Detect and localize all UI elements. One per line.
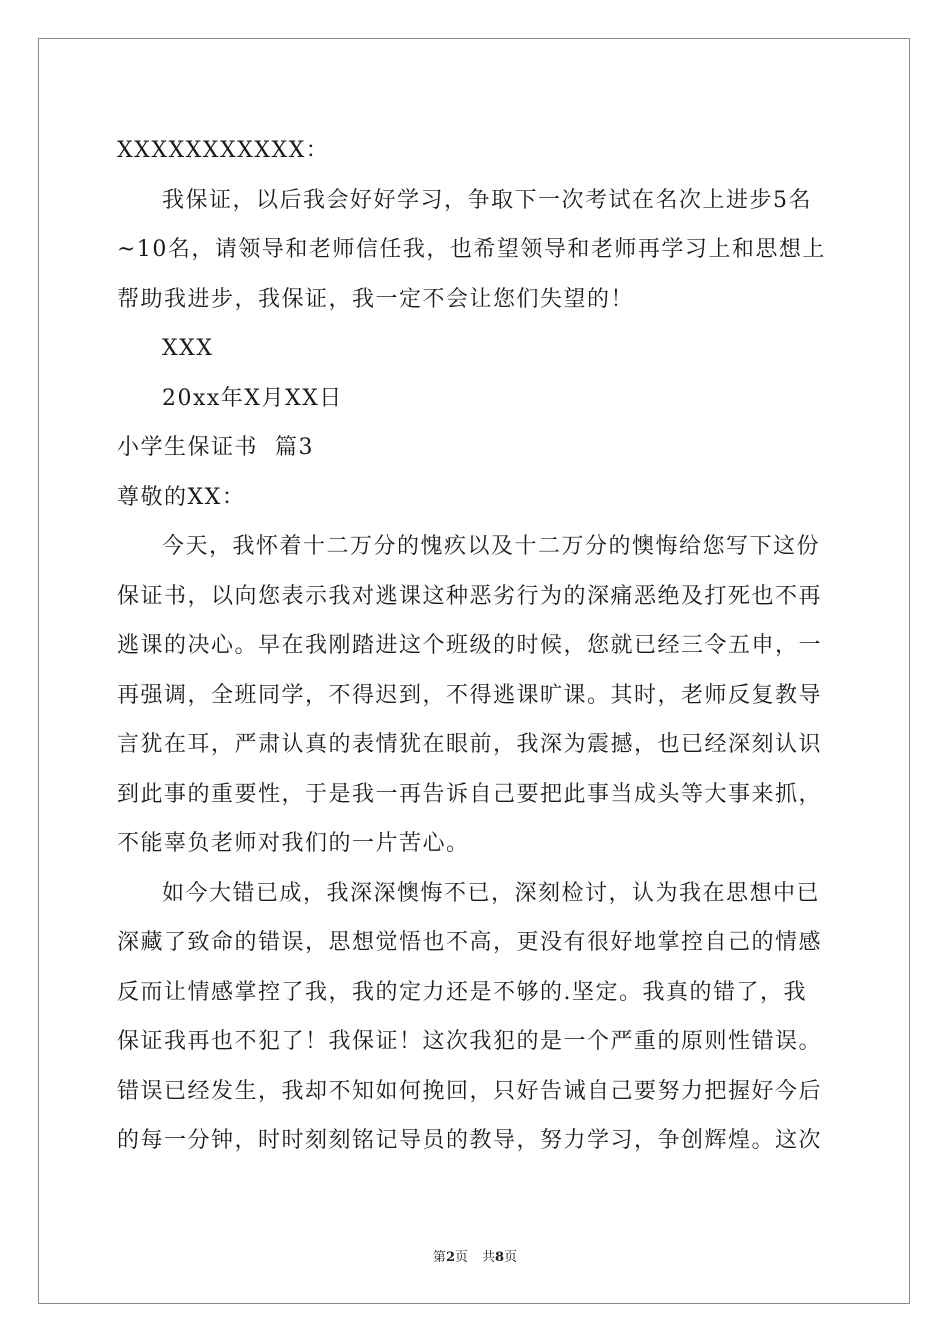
page-footer — [0, 1246, 950, 1265]
body-line: 如今大错已成，我深深懊悔不已，深刻检讨，认为我在思想中已 — [162, 880, 821, 906]
body-line: 帮助我进步，我保证，我一定不会让您们失望的！ — [117, 286, 635, 312]
page-label-suffix: 页 — [454, 1250, 468, 1265]
body-line: 到此事的重要性，于是我一再告诉自己要把此事当成头等大事来抓， — [117, 781, 823, 807]
body-line: 保证我再也不犯了！我保证！这次我犯的是一个严重的原则性错误。 — [117, 1029, 823, 1054]
document-body — [117, 126, 837, 1166]
body-line: 错误已经发生，我却不知如何挽回，只好告诫自己要努力把握好今后 — [117, 1078, 823, 1104]
body-line: 逃课的决心。早在我刚踏进这个班级的时候，您就已经三令五申，一 — [117, 633, 823, 658]
body-line: 深藏了致命的错误，思想觉悟也不高，更没有很好地掌控自己的情感 — [117, 930, 823, 955]
body-line: 反而让情感掌控了我，我的定力还是不够的.坚定。我真的错了，我 — [117, 979, 807, 1005]
body-line: ~10名，请领导和老师信任我，也希望领导和老师再学习上和思想上 — [117, 237, 826, 262]
signature-name: XXX — [162, 336, 214, 361]
total-label-suffix: 页 — [504, 1250, 518, 1265]
body-line: XXXXXXXXXXX： — [117, 138, 330, 163]
section-title: 小学生保证书 篇3 — [117, 435, 314, 460]
signature-date: 20xx年X月XX日 — [162, 385, 343, 411]
current-page-number: 2 — [445, 1250, 455, 1265]
body-line: 我保证，以后我会好好学习，争取下一次考试在名次上进步5名 — [162, 187, 812, 213]
total-page-number: 8 — [495, 1250, 505, 1265]
body-line: 再强调，全班同学，不得迟到，不得逃课旷课。其时，老师反复教导 — [117, 682, 823, 708]
page-label-prefix: 第 — [432, 1250, 446, 1265]
body-line: 今天，我怀着十二万分的愧疚以及十二万分的懊悔给您写下这份 — [162, 534, 821, 559]
body-line: 保证书，以向您表示我对逃课这种恶劣行为的深痛恶绝及打死也不再 — [117, 583, 823, 609]
body-line: 言犹在耳，严肃认真的表情犹在眼前，我深为震撼，也已经深刻认识 — [117, 732, 823, 757]
body-line: 的每一分钟，时时刻刻铭记导员的教导，努力学习，争创辉煌。这次 — [117, 1128, 823, 1153]
salutation: 尊敬的XX： — [117, 484, 246, 510]
body-line: 不能辜负老师对我们的一片苦心。 — [117, 831, 470, 856]
total-label-prefix: 共 — [482, 1250, 496, 1265]
